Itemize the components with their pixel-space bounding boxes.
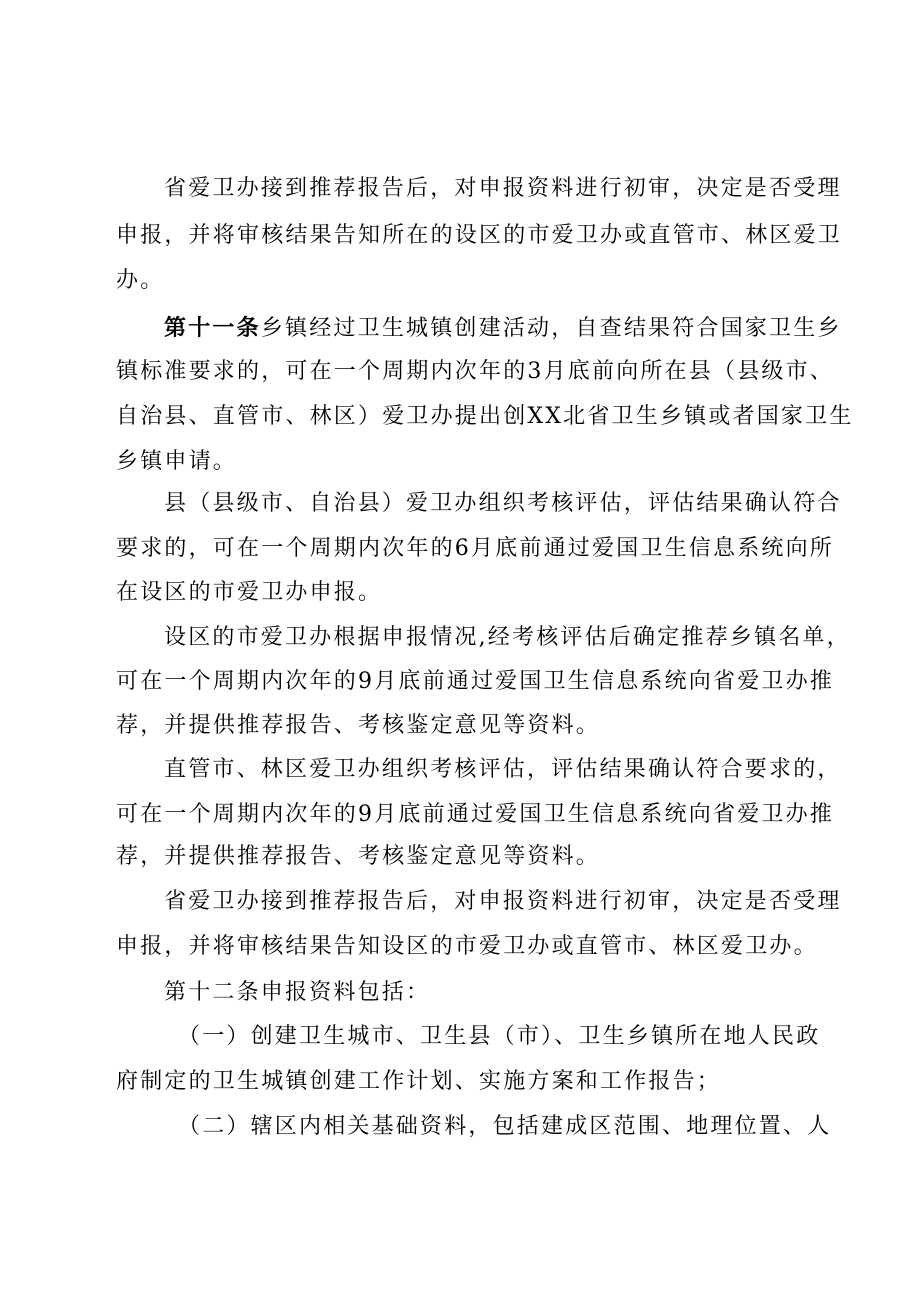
paragraph-4-line-2: 可在一个周期内次年的9月底前通过爱国卫生信息系统向省爱卫办推 — [116, 669, 834, 694]
paragraph-7-line-1: 第十二条申报资料包括： — [164, 980, 431, 1005]
paragraph-2-line-3: 自治县、直管市、林区）爱卫办提出创XX北省卫生乡镇或者国家卫生 — [116, 404, 854, 429]
paragraph-2-line-4: 乡镇申请。 — [116, 449, 238, 474]
paragraph-2-line-2: 镇标准要求的，可在一个周期内次年的3月底前向所在县（县级市、 — [116, 359, 834, 384]
paragraph-6-line-1: 省爱卫办接到推荐报告后，对申报资料进行初审，决定是否受理 — [164, 889, 842, 914]
paragraph-5-line-1: 直管市、林区爱卫办组织考核评估，评估结果确认符合要求的， — [164, 757, 842, 782]
paragraph-8-line-2: 府制定的卫生城镇创建工作计划、实施方案和工作报告； — [116, 1069, 722, 1094]
paragraph-3-line-2: 要求的，可在一个周期内次年的6月底前通过爱国卫生信息系统向所 — [116, 536, 834, 561]
paragraph-1-line-3: 办。 — [116, 268, 165, 293]
paragraph-2-line-1 — [164, 313, 864, 343]
article-11-heading: 第十一条 — [164, 315, 261, 341]
paragraph-2-line-1-text: 乡镇经过卫生城镇创建活动，自查结果符合国家卫生乡 — [260, 316, 842, 341]
paragraph-4-line-3: 荐，并提供推荐报告、考核鉴定意见等资料。 — [116, 713, 601, 738]
paragraph-3-line-3: 在设区的市爱卫办申报。 — [116, 580, 383, 605]
paragraph-8-line-1: （一）创建卫生城市、卫生县（市）、卫生乡镇所在地人民政 — [178, 1024, 821, 1049]
paragraph-9-line-1: （二）辖区内相关基础资料，包括建成区范围、地理位置、人 — [178, 1114, 832, 1139]
paragraph-3-line-1: 县（县级市、自治县）爱卫办组织考核评估，评估结果确认符合 — [164, 491, 842, 516]
paragraph-5-line-2: 可在一个周期内次年的9月底前通过爱国卫生信息系统向省爱卫办推 — [116, 802, 834, 827]
paragraph-1-line-2: 申报，并将审核结果告知所在的设区的市爱卫办或直管市、林区爱卫 — [116, 223, 843, 248]
paragraph-5-line-3: 荐，并提供推荐报告、考核鉴定意见等资料。 — [116, 844, 601, 869]
paragraph-1-line-1: 省爱卫办接到推荐报告后，对申报资料进行初审，决定是否受理 — [164, 176, 842, 201]
paragraph-6-line-2: 申报，并将审核结果告知设区的市爱卫办或直管市、林区爱卫办。 — [116, 934, 818, 959]
paragraph-4-line-1: 设区的市爱卫办根据申报情况,经考核评估后确定推荐乡镇名单， — [164, 625, 851, 650]
